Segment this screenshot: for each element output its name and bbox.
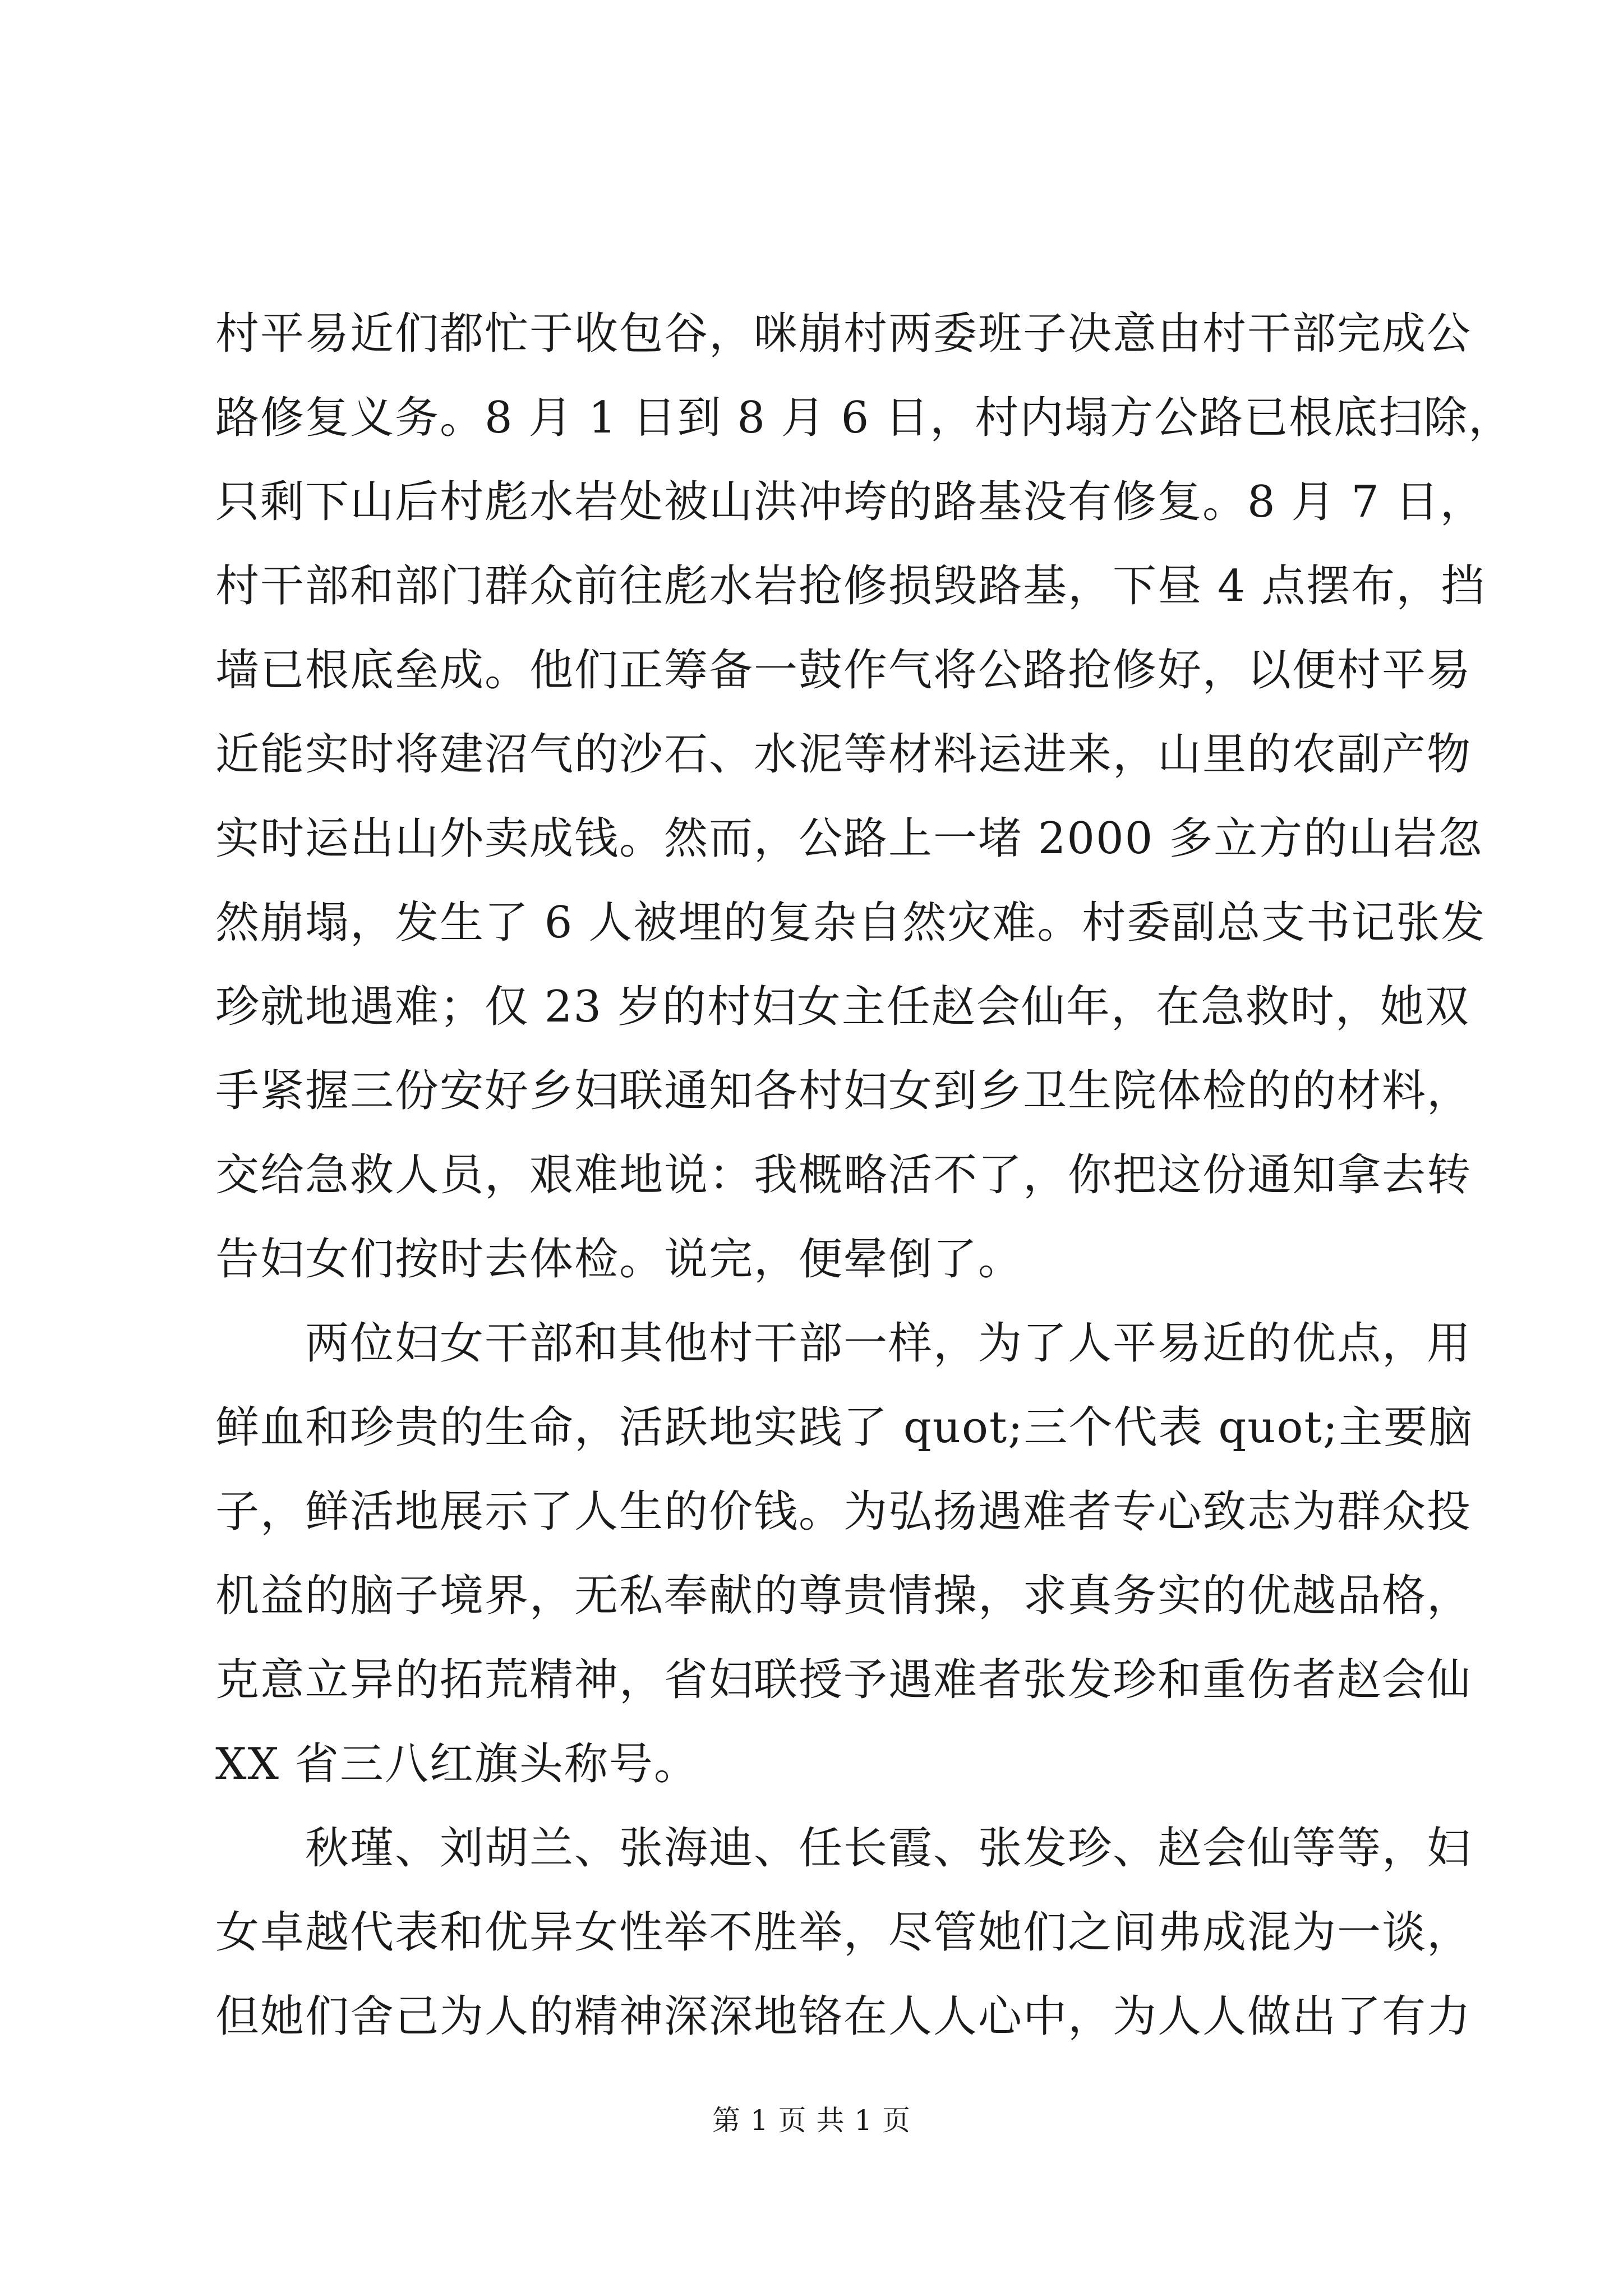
text-line: 手紧握三份安好乡妇联通知各村妇女到乡卫生院体检的的材料，: [215, 1066, 1472, 1116]
text-line: 墙已根底垒成。他们正筹备一鼓作气将公路抢修好，以便村平易: [215, 645, 1472, 696]
text-line: 但她们舍己为人的精神深深地铬在人人心中，为人人做出了有力: [215, 1991, 1472, 2042]
text-line: 女卓越代表和优异女性举不胜举，尽管她们之间弗成混为一谈，: [215, 1907, 1472, 1958]
text-line: XX 省三八红旗头称号。: [215, 1739, 699, 1789]
text-line: 机益的脑子境界，无私奉献的尊贵情操，求真务实的优越品格，: [215, 1571, 1472, 1621]
text-line: 路修复义务。8 月 1 日到 8 月 6 日，村内塌方公路已根底扫除，: [215, 393, 1514, 443]
text-line: 珍就地遇难；仅 23 岁的村妇女主任赵会仙年，在急救时，她双: [215, 982, 1470, 1032]
text-line: 鲜血和珍贵的生命，活跃地实践了 quot;三个代表 quot;主要脑: [215, 1402, 1474, 1453]
text-line: 两位妇女干部和其他村干部一样，为了人平易近的优点，用: [305, 1318, 1472, 1369]
body-text: [215, 292, 1514, 2059]
text-line: 交给急救人员，艰难地说：我概略活不了，你把这份通知拿去转: [215, 1150, 1472, 1200]
text-line: 子，鲜活地展示了人生的价钱。为弘扬遇难者专心致志为群众投: [215, 1487, 1472, 1537]
text-line: 克意立异的拓荒精神，省妇联授予遇难者张发珍和重伤者赵会仙: [215, 1655, 1472, 1705]
page-footer: 第 1 页 共 1 页: [712, 2104, 911, 2137]
text-line: 然崩塌，发生了 6 人被埋的复杂自然灾难。村委副总支书记张发: [215, 898, 1486, 948]
text-line: 近能实时将建沼气的沙石、水泥等材料运进来，山里的农副产物: [215, 729, 1472, 780]
text-line: 村平易近们都忙于收包谷，咪崩村两委班子决意由村干部完成公: [215, 309, 1472, 359]
text-line: 只剩下山后村彪水岩处被山洪冲垮的路基没有修复。8 月 7 日，: [215, 477, 1485, 527]
text-line: 村干部和部门群众前往彪水岩抢修损毁路基，下昼 4 点摆布，挡: [215, 561, 1486, 611]
text-line: 秋瑾、刘胡兰、张海迪、任长霞、张发珍、赵会仙等等，妇: [305, 1823, 1472, 1874]
text-line: 实时运出山外卖成钱。然而，公路上一堵 2000 多立方的山岩忽: [215, 813, 1483, 864]
text-line: 告妇女们按时去体检。说完，便晕倒了。: [215, 1234, 1023, 1285]
